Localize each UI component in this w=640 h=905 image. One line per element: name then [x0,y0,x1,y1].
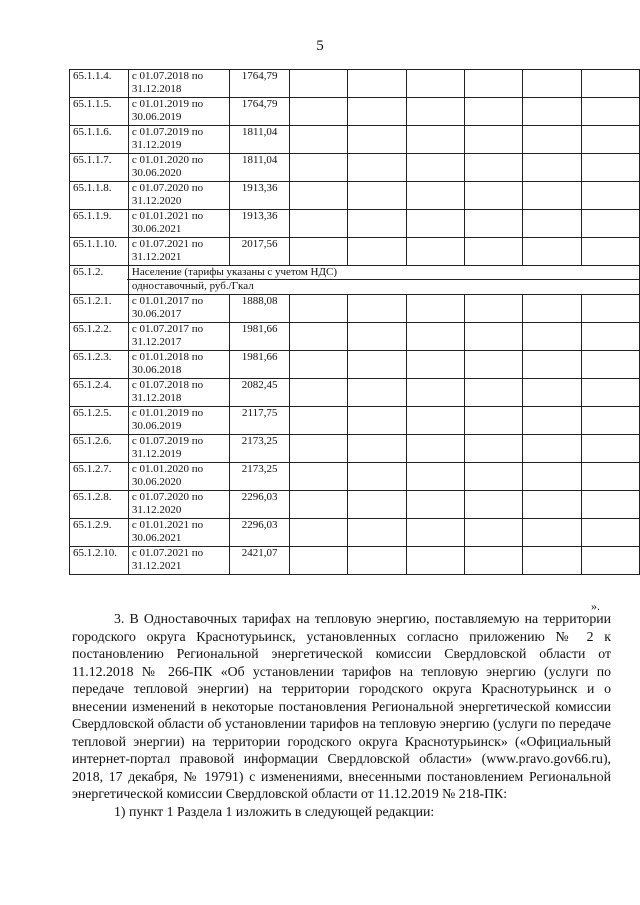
empty-cell [464,435,522,463]
empty-cell [581,547,639,575]
empty-cell [348,154,406,182]
row-code: 65.1.2.9. [70,519,129,547]
row-period-line: с 01.01.2020 по [131,463,204,475]
empty-cell [523,435,581,463]
row-period-line: 31.12.2020 [131,504,182,516]
empty-cell [290,70,348,98]
row-value: 2017,56 [230,238,290,266]
empty-cell [523,547,581,575]
row-period [128,98,229,126]
empty-cell [523,463,581,491]
empty-cell [581,295,639,323]
empty-cell [464,98,522,126]
empty-cell [581,491,639,519]
empty-cell [406,238,464,266]
row-period-line: 31.12.2017 [131,336,182,348]
row-code: 65.1.1.9. [70,210,129,238]
table-row [70,154,640,182]
empty-cell [406,435,464,463]
empty-cell [464,182,522,210]
row-period-line: 31.12.2021 [131,251,182,263]
empty-cell [290,210,348,238]
empty-cell [581,210,639,238]
empty-cell [523,407,581,435]
empty-cell [523,154,581,182]
table-row [70,407,640,435]
empty-cell [523,182,581,210]
empty-cell [406,70,464,98]
table-row [70,379,640,407]
row-value: 1764,79 [230,70,290,98]
table-row [70,435,640,463]
empty-cell [523,491,581,519]
row-value: 2296,03 [230,491,290,519]
empty-cell [523,238,581,266]
table-row [70,463,640,491]
body-text [72,610,611,820]
empty-cell [523,210,581,238]
empty-cell [464,154,522,182]
row-period [128,126,229,154]
empty-cell [290,154,348,182]
row-code: 65.1.1.5. [70,98,129,126]
row-period [128,351,229,379]
empty-cell [523,379,581,407]
table-row [70,351,640,379]
empty-cell [581,70,639,98]
empty-cell [348,407,406,435]
row-value: 1981,66 [230,351,290,379]
empty-cell [464,70,522,98]
empty-cell [406,126,464,154]
empty-cell [523,98,581,126]
row-period-line: 31.12.2021 [131,560,182,572]
empty-cell [581,126,639,154]
row-code: 65.1.2.8. [70,491,129,519]
row-period [128,547,229,575]
empty-cell [348,435,406,463]
row-period-line: с 01.07.2019 по [131,435,204,447]
table-row [70,295,640,323]
row-period-line: 30.06.2018 [131,364,182,376]
empty-cell [348,379,406,407]
empty-cell [464,463,522,491]
empty-cell [581,154,639,182]
table-section [70,266,640,295]
row-period [128,154,229,182]
row-value: 1913,36 [230,182,290,210]
row-period-line: с 01.01.2019 по [131,98,204,110]
row-value: 2082,45 [230,379,290,407]
row-code: 65.1.2.3. [70,351,129,379]
row-period-line: 30.06.2019 [131,420,182,432]
row-period-line: с 01.07.2021 по [131,238,204,250]
empty-cell [348,295,406,323]
empty-cell [581,238,639,266]
empty-cell [290,182,348,210]
empty-cell [464,295,522,323]
tariff-table [69,69,640,575]
paragraph-item-1: 1) пункт 1 Раздела 1 изложить в следующей редакции: [114,803,435,819]
section-title-line2: одноставочный, руб./Гкал [131,280,254,292]
empty-cell [348,351,406,379]
row-period-line: 30.06.2020 [131,476,182,488]
empty-cell [290,98,348,126]
empty-cell [464,407,522,435]
empty-cell [348,182,406,210]
empty-cell [290,379,348,407]
empty-cell [290,491,348,519]
table-row [70,98,640,126]
row-value: 1811,04 [230,154,290,182]
row-period-line: 31.12.2019 [131,139,182,151]
row-code: 65.1.2.5. [70,407,129,435]
row-code: 65.1.2.6. [70,435,129,463]
empty-cell [406,463,464,491]
row-period-line: с 01.07.2021 по [131,547,204,559]
row-period-line: 30.06.2021 [131,532,182,544]
empty-cell [348,491,406,519]
row-period-line: с 01.01.2020 по [131,154,204,166]
empty-cell [464,491,522,519]
empty-cell [581,323,639,351]
row-period-line: с 01.01.2018 по [131,351,204,363]
row-period [128,70,229,98]
empty-cell [464,238,522,266]
empty-cell [406,407,464,435]
empty-cell [348,323,406,351]
row-value: 1764,79 [230,98,290,126]
row-value: 1811,04 [230,126,290,154]
row-code: 65.1.2.1. [70,295,129,323]
empty-cell [581,519,639,547]
empty-cell [581,407,639,435]
empty-cell [406,351,464,379]
row-period-line: 31.12.2018 [131,83,182,95]
empty-cell [581,463,639,491]
row-code: 65.1.1.7. [70,154,129,182]
row-value: 2173,25 [230,435,290,463]
empty-cell [290,463,348,491]
table-body-after [70,295,640,575]
section-title [128,266,639,295]
empty-cell [406,519,464,547]
row-value: 2421,07 [230,547,290,575]
empty-cell [464,519,522,547]
row-period-line: с 01.07.2017 по [131,323,204,335]
row-code: 65.1.2.10. [70,547,129,575]
empty-cell [464,126,522,154]
empty-cell [290,295,348,323]
row-period-line: 31.12.2018 [131,392,182,404]
empty-cell [406,210,464,238]
row-period-line: 30.06.2017 [131,308,182,320]
empty-cell [290,323,348,351]
row-code: 65.1.1.8. [70,182,129,210]
empty-cell [464,547,522,575]
row-value: 2296,03 [230,519,290,547]
page-number: 5 [316,38,324,54]
empty-cell [406,547,464,575]
row-period [128,323,229,351]
empty-cell [464,323,522,351]
row-value: 2117,75 [230,407,290,435]
table-row [70,126,640,154]
row-period-line: с 01.07.2020 по [131,182,204,194]
row-code: 65.1.1.6. [70,126,129,154]
row-period [128,238,229,266]
empty-cell [348,519,406,547]
row-code: 65.1.1.10. [70,238,129,266]
row-code: 65.1.2.4. [70,379,129,407]
row-period-line: с 01.01.2019 по [131,407,204,419]
empty-cell [581,379,639,407]
empty-cell [581,98,639,126]
row-value: 1888,08 [230,295,290,323]
empty-cell [523,70,581,98]
table-row [70,210,640,238]
row-period-line: с 01.07.2018 по [131,379,204,391]
row-code: 65.1.2.2. [70,323,129,351]
empty-cell [523,126,581,154]
row-period-line: 30.06.2021 [131,223,182,235]
row-period [128,463,229,491]
table-body-before [70,70,640,266]
row-period-line: с 01.07.2018 по [131,70,204,82]
row-period-line: 31.12.2019 [131,448,182,460]
empty-cell [290,238,348,266]
empty-cell [464,379,522,407]
row-period [128,379,229,407]
empty-cell [348,210,406,238]
empty-cell [406,154,464,182]
empty-cell [523,519,581,547]
empty-cell [406,295,464,323]
empty-cell [406,379,464,407]
empty-cell [523,295,581,323]
closing-quote: ». [591,599,600,613]
row-period [128,210,229,238]
empty-cell [290,435,348,463]
empty-cell [290,126,348,154]
row-code: 65.1.1.4. [70,70,129,98]
table-row [70,491,640,519]
row-period [128,182,229,210]
empty-cell [523,351,581,379]
empty-cell [464,351,522,379]
empty-cell [290,547,348,575]
table-row [70,70,640,98]
table-row [70,323,640,351]
table-row [70,238,640,266]
empty-cell [290,351,348,379]
row-period-line: с 01.01.2021 по [131,519,204,531]
section-code: 65.1.2. [70,266,129,295]
empty-cell [581,435,639,463]
empty-cell [348,238,406,266]
row-period-line: с 01.01.2021 по [131,210,204,222]
empty-cell [348,126,406,154]
empty-cell [406,323,464,351]
empty-cell [523,323,581,351]
row-value: 1981,66 [230,323,290,351]
row-period [128,491,229,519]
table-row [70,519,640,547]
empty-cell [290,407,348,435]
table-row-section [70,266,640,295]
row-period-line: 31.12.2020 [131,195,182,207]
row-period [128,295,229,323]
paragraph-3: 3. В Одноставочных тарифах на тепловую энергию, поставляемую на территории городского округа Краснотурьинск, установленных согласно приложению № 2 к постановлению Региональной энергетической комиссии Свердловской области от 11.12.2018 № 266-ПК «Об установлении тарифов на тепловую энергию (услуги по передаче тепловой энергии) на территории городского округа Краснотурьинск и о внесении изменений в некоторые постановления Региональной энергетической комиссии Свердловской области об установлении тарифов на тепловую энергию (услуги по передаче тепловой энергии) на территории городского округа Краснотурьинск» («Официальный интернет-портал правовой информации Свердловской области» (www.pravo.gov66.ru), 2018, 17 декабря, № 19791) с изменениями, внесенными постановлением Региональной энергетической комиссии Свердловской области от 11.12.2019 № 218-ПК: [72,611,611,801]
row-period [128,519,229,547]
row-period-line: 30.06.2020 [131,167,182,179]
table-row [70,547,640,575]
empty-cell [581,351,639,379]
empty-cell [348,70,406,98]
empty-cell [406,98,464,126]
row-period-line: с 01.07.2020 по [131,491,204,503]
row-period [128,407,229,435]
row-period [128,435,229,463]
row-period-line: с 01.01.2017 по [131,295,204,307]
section-title-line1: Население (тарифы указаны с учетом НДС) [127,266,639,280]
row-code: 65.1.2.7. [70,463,129,491]
empty-cell [348,463,406,491]
empty-cell [348,98,406,126]
table-row [70,182,640,210]
row-value: 2173,25 [230,463,290,491]
empty-cell [406,491,464,519]
row-value: 1913,36 [230,210,290,238]
empty-cell [406,182,464,210]
empty-cell [348,547,406,575]
row-period-line: 30.06.2019 [131,111,182,123]
empty-cell [464,210,522,238]
row-period-line: с 01.07.2019 по [131,126,204,138]
empty-cell [581,182,639,210]
empty-cell [290,519,348,547]
